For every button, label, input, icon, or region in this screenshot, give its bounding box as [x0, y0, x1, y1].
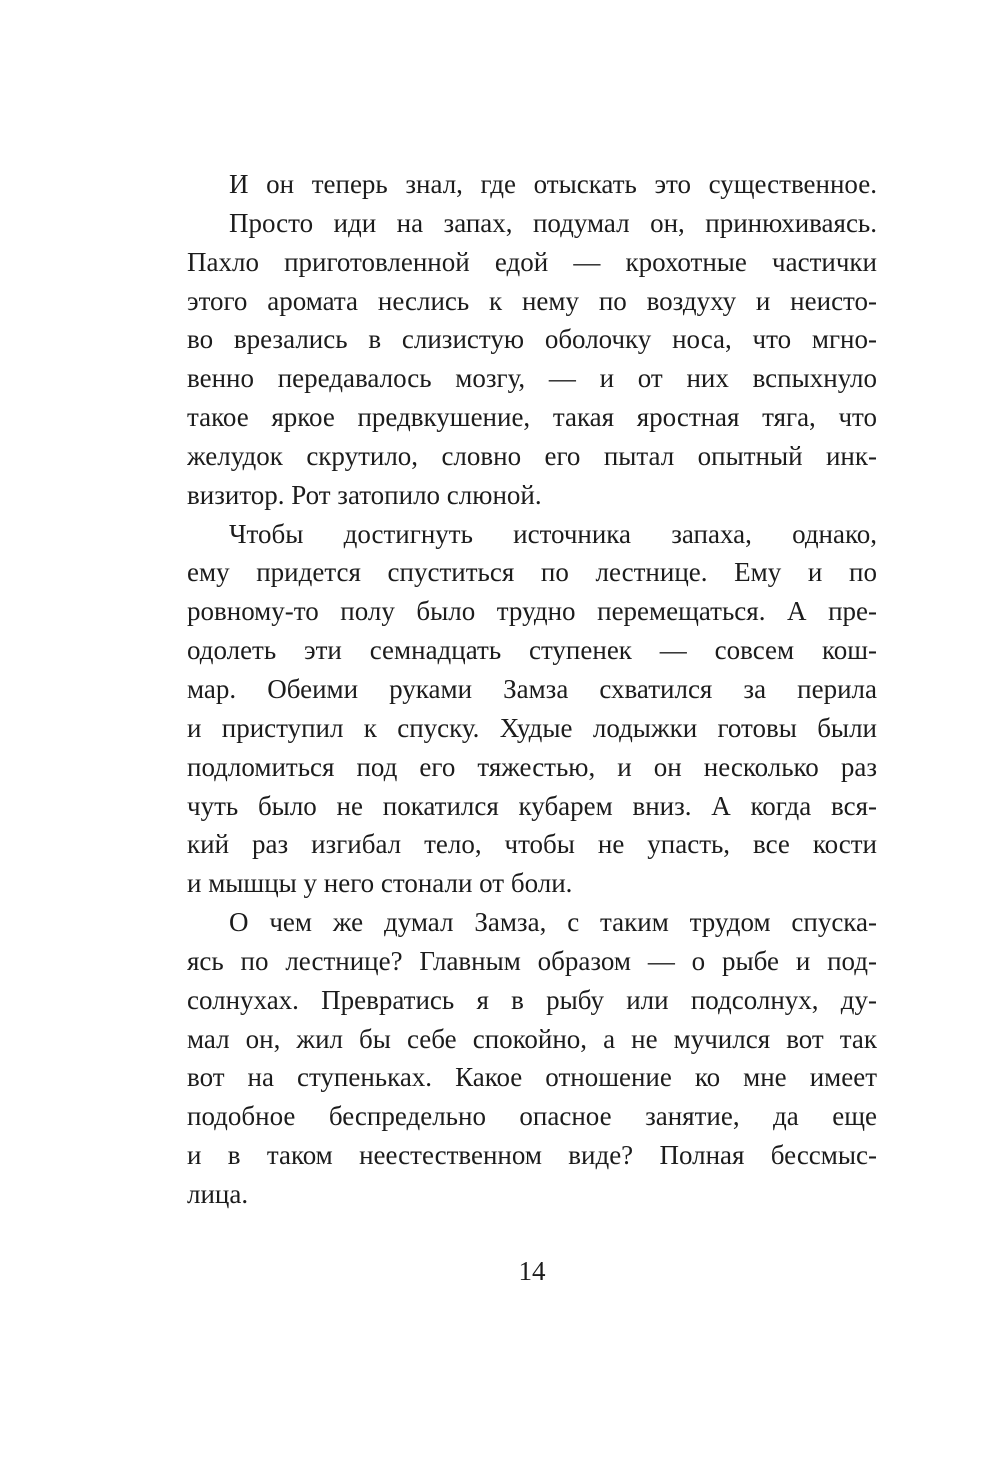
page-number: 14	[518, 1256, 546, 1286]
text-line: Чтобы достигнуть источника запаха, однако,	[229, 518, 877, 549]
text-line: ясь по лестнице? Главным образом — о рыбе и под-	[187, 945, 877, 976]
text-line: вот на ступеньках. Какое отношение ко мне имеет	[187, 1062, 877, 1093]
paragraph	[187, 515, 877, 903]
text-line: лица.	[187, 1178, 249, 1209]
text-line: кий раз изгибал тело, чтобы не упасть, все кости	[187, 829, 877, 860]
text-line: подломиться под его тяжестью, и он несколько раз	[187, 751, 877, 782]
paragraph	[187, 903, 877, 1214]
text-line: мал он, жил бы себе спокойно, а не мучился вот так	[187, 1023, 877, 1054]
text-line: ему придется спуститься по лестнице. Ему и по	[187, 557, 877, 588]
text-line: и мышцы у него стонали от боли.	[187, 868, 573, 899]
text-line: подобное беспредельно опасное занятие, да еще	[187, 1101, 877, 1132]
text-line: и приступил к спуску. Худые лодыжки готовы были	[187, 712, 877, 743]
text-line: этого аромата неслись к нему по воздуху и неисто-	[187, 285, 877, 316]
text-line: солнухах. Превратись я в рыбу или подсолнух, ду-	[187, 984, 877, 1015]
text-line: такое яркое предвкушение, такая яростная тяга, что	[187, 402, 877, 433]
text-line: И он теперь знал, где отыскать это существенное.	[229, 169, 877, 199]
text-line: одолеть эти семнадцать ступенек — совсем кош-	[187, 635, 877, 666]
paragraph	[187, 204, 877, 515]
text-block	[187, 165, 877, 1214]
text-line: венно передавалось мозгу, — и от них вспыхнуло	[187, 363, 877, 394]
text-line: Пахло приготовленной едой — крохотные частички	[187, 246, 877, 277]
text-line: ровному-то полу было трудно перемещаться. А пре-	[187, 596, 877, 627]
text-line: О чем же думал Замза, с таким трудом спуска-	[229, 907, 877, 938]
text-line: во врезались в слизистую оболочку носа, что мгно-	[187, 324, 877, 355]
text-line: визитор. Рот затопило слюной.	[187, 479, 542, 510]
text-line: мар. Обеими руками Замза схватился за перила	[187, 673, 877, 704]
text-line: чуть было не покатился кубарем вниз. А когда вся-	[187, 790, 877, 821]
text-line: желудок скрутило, словно его пытал опытный инк-	[187, 440, 877, 471]
paragraph	[187, 165, 877, 204]
text-line: Просто иди на запах, подумал он, принюхиваясь.	[229, 207, 877, 238]
text-line: и в таком неестественном виде? Полная бессмыс-	[187, 1140, 877, 1171]
